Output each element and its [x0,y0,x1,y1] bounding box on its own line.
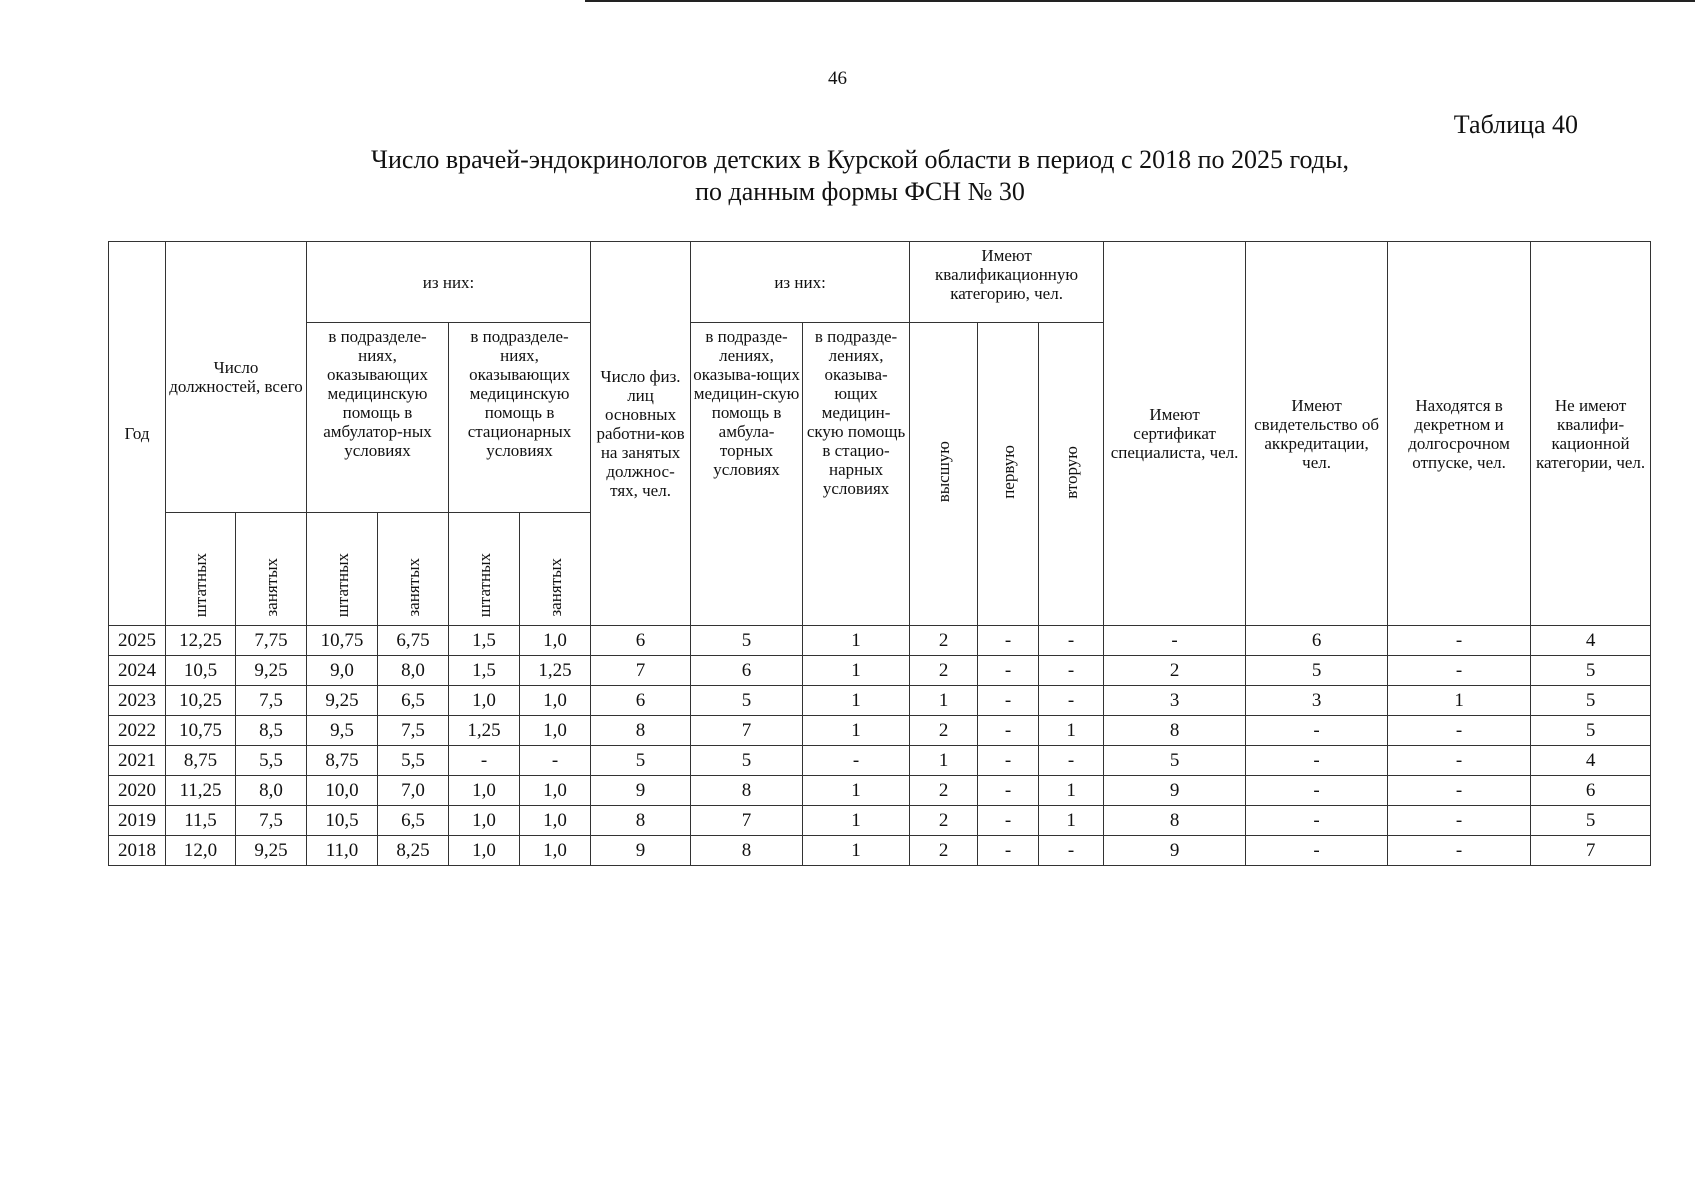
table-cell: 1,0 [520,626,591,656]
table-cell: 8,0 [236,776,307,806]
table-cell: 1 [910,746,978,776]
table-cell: 2 [910,656,978,686]
table-row [109,626,1651,656]
data-table [108,241,1651,866]
table-cell: 1,25 [449,716,520,746]
table-cell: - [1039,686,1104,716]
table-cell: 2 [910,836,978,866]
row-year-cell: 2019 [109,806,166,836]
table-cell: 12,0 [166,836,236,866]
top-rule [585,0,1695,2]
table-cell: 8,75 [166,746,236,776]
table-cell: 1,25 [520,656,591,686]
table-cell: - [803,746,910,776]
header-stat-occupied-label: занятых [545,558,565,617]
table-cell: 2 [1104,656,1246,686]
table-cell: - [1246,836,1388,866]
table-cell: - [978,806,1039,836]
table-cell: 6 [1531,776,1651,806]
table-cell: 6,5 [378,686,449,716]
table-cell: - [1388,776,1531,806]
header-cat-first-label: первую [998,445,1018,499]
table-cell: - [1388,836,1531,866]
header-cat-first [978,323,1039,626]
table-cell: 5 [691,686,803,716]
row-year-cell: 2018 [109,836,166,866]
table-cell: - [1039,746,1104,776]
table-cell: - [978,776,1039,806]
row-year-cell: 2024 [109,656,166,686]
table-cell: 7,5 [236,806,307,836]
table-cell: - [978,686,1039,716]
table-cell: 8,5 [236,716,307,746]
header-stat-staff-label: штатных [474,552,494,617]
header-total-staff-label: штатных [191,552,210,617]
table-cell: 5 [1531,716,1651,746]
table-cell: 1 [803,656,910,686]
table-cell: 6 [591,626,691,656]
table-cell: - [1388,746,1531,776]
table-cell: - [1388,626,1531,656]
table-cell: 9 [1104,776,1246,806]
table-cell: 8 [1104,806,1246,836]
table-row [109,656,1651,686]
table-cell: 2 [910,626,978,656]
table-cell: 8 [691,776,803,806]
table-row [109,776,1651,806]
table-cell: 6,5 [378,806,449,836]
table-cell: 6 [1246,626,1388,656]
table-cell: 1,0 [520,686,591,716]
header-persons-stat: в подразде-лениях, оказыва-ющих медицин-скую помощь в стацио-нарных условиях [803,323,910,626]
table-cell: - [978,716,1039,746]
table-row [109,806,1651,836]
table-body [109,626,1651,866]
table-cell: 9,0 [307,656,378,686]
table-cell: - [1246,716,1388,746]
header-leave: Находятся в декретном и долгосрочном отпуске, чел. [1388,242,1531,626]
table-cell: 1,0 [520,806,591,836]
table-cell: 2 [910,776,978,806]
table-cell: 4 [1531,746,1651,776]
header-amb-staff-label: штатных [332,552,352,617]
table-cell: 1 [910,686,978,716]
table-cell: 1,0 [449,836,520,866]
table-cell: 4 [1531,626,1651,656]
table-cell: 1 [803,716,910,746]
table-cell: 1 [1039,716,1104,746]
table-cell: 5,5 [236,746,307,776]
table-cell: 1 [803,836,910,866]
table-cell: 8 [591,716,691,746]
table-cell: 10,75 [166,716,236,746]
table-cell: 5 [1246,656,1388,686]
table-cell: 10,25 [166,686,236,716]
table-cell: 8 [691,836,803,866]
table-cell: 9,25 [307,686,378,716]
table-cell: - [978,656,1039,686]
title-line-2: по данным формы ФСН № 30 [695,177,1025,206]
table-cell: 9 [591,776,691,806]
table-cell: 11,0 [307,836,378,866]
header-year: Год [109,242,166,626]
table-cell: - [978,836,1039,866]
header-of-them-2: из них: [691,242,910,323]
header-accreditation: Имеют свидетельство об аккредитации, чел. [1246,242,1388,626]
table-cell: 8 [591,806,691,836]
table-cell: 1 [803,806,910,836]
header-stat-staff [449,513,520,626]
table-cell: - [1246,806,1388,836]
table-cell: - [1388,806,1531,836]
table-cell: 1 [803,776,910,806]
table-cell: 10,75 [307,626,378,656]
header-cat-highest [910,323,978,626]
table-cell: 1,0 [449,686,520,716]
table-cell: 8 [1104,716,1246,746]
row-year-cell: 2021 [109,746,166,776]
table-cell: 7,5 [236,686,307,716]
header-stat-units: в подразделе-ниях, оказывающих медицинскую помощь в стационарных условиях [449,323,591,513]
row-year-cell: 2020 [109,776,166,806]
document-title [300,144,1420,208]
header-cat-highest-label: высшую [934,441,954,503]
table-row [109,746,1651,776]
table-row [109,836,1651,866]
table-cell: - [1039,836,1104,866]
row-year-cell: 2023 [109,686,166,716]
header-cat-second-label: вторую [1061,445,1081,499]
header-of-them-1: из них: [307,242,591,323]
table-cell: 1,0 [449,806,520,836]
table-cell: 9,25 [236,656,307,686]
table-cell: 1 [803,686,910,716]
header-total-occupied-label: занятых [261,558,281,617]
table-cell: 9,5 [307,716,378,746]
table-cell: 8,0 [378,656,449,686]
header-no-category: Не имеют квалифи-кационной категории, чел. [1531,242,1651,626]
table-cell: 11,5 [166,806,236,836]
table-cell: - [1039,656,1104,686]
table-cell: - [1246,776,1388,806]
table-cell: 1 [1388,686,1531,716]
header-persons-amb: в подразде-лениях, оказыва-ющих медицин-скую помощь в амбула-торных условиях [691,323,803,626]
table-cell: - [1388,656,1531,686]
header-amb-staff [307,513,378,626]
table-cell: 5 [1531,656,1651,686]
table-cell: 7,0 [378,776,449,806]
table-cell: 1,0 [520,836,591,866]
table-cell: 6 [591,686,691,716]
table-cell: 7 [1531,836,1651,866]
table-cell: 8,75 [307,746,378,776]
table-cell: - [1104,626,1246,656]
table-cell: 9 [1104,836,1246,866]
table-cell: - [449,746,520,776]
table-cell: 5 [691,626,803,656]
header-amb-units: в подразделе-ниях, оказывающих медицинскую помощь в амбулатор-ных условиях [307,323,449,513]
table-cell: 1 [1039,806,1104,836]
table-cell: 2 [910,806,978,836]
table-cell: 5 [1104,746,1246,776]
table-cell: - [1039,626,1104,656]
table-cell: 5 [591,746,691,776]
header-positions-total: Число должностей, всего [166,242,307,513]
row-year-cell: 2022 [109,716,166,746]
table-cell: 5 [1531,806,1651,836]
table-cell: 1,0 [520,776,591,806]
table-cell: 2 [910,716,978,746]
table-cell: 6,75 [378,626,449,656]
table-cell: 5,5 [378,746,449,776]
table-cell: 5 [691,746,803,776]
header-physical-persons: Число физ. лиц основных работни-ков на занятых должнос-тях, чел. [591,242,691,626]
table-cell: 1,0 [449,776,520,806]
header-total-occupied [236,513,307,626]
table-cell: 1,5 [449,656,520,686]
table-row [109,686,1651,716]
table-cell: 10,5 [307,806,378,836]
table-cell: 7,75 [236,626,307,656]
table-cell: 7 [591,656,691,686]
table-cell: 7 [691,806,803,836]
header-qualification: Имеют квалификационную категорию, чел. [910,242,1104,323]
table-row [109,716,1651,746]
page-number: 46 [828,68,847,89]
table-cell: 11,25 [166,776,236,806]
table-cell: 3 [1246,686,1388,716]
row-year-cell: 2025 [109,626,166,656]
table-cell: - [1388,716,1531,746]
table-cell: - [1246,746,1388,776]
table-cell: 7 [691,716,803,746]
table-cell: 6 [691,656,803,686]
header-stat-occupied [520,513,591,626]
table-cell: 9 [591,836,691,866]
table-cell: 5 [1531,686,1651,716]
table-cell: 10,5 [166,656,236,686]
table-cell: 10,0 [307,776,378,806]
table-cell: - [978,626,1039,656]
header-amb-occupied [378,513,449,626]
table-cell: 3 [1104,686,1246,716]
table-cell: - [520,746,591,776]
table-cell: 9,25 [236,836,307,866]
header-certificate: Имеют сертификат специалиста, чел. [1104,242,1246,626]
table-cell: 8,25 [378,836,449,866]
table-cell: 1 [803,626,910,656]
table-cell: 12,25 [166,626,236,656]
header-amb-occupied-label: занятых [403,558,423,617]
table-cell: 7,5 [378,716,449,746]
table-cell: 1,5 [449,626,520,656]
header-cat-second [1039,323,1104,626]
title-line-1: Число врачей-эндокринологов детских в Курской области в период с 2018 по 2025 годы, [371,145,1349,174]
table-cell: 1,0 [520,716,591,746]
table-cell: 1 [1039,776,1104,806]
table-number: Таблица 40 [1453,110,1578,139]
header-total-staff [166,513,236,626]
table-cell: - [978,746,1039,776]
